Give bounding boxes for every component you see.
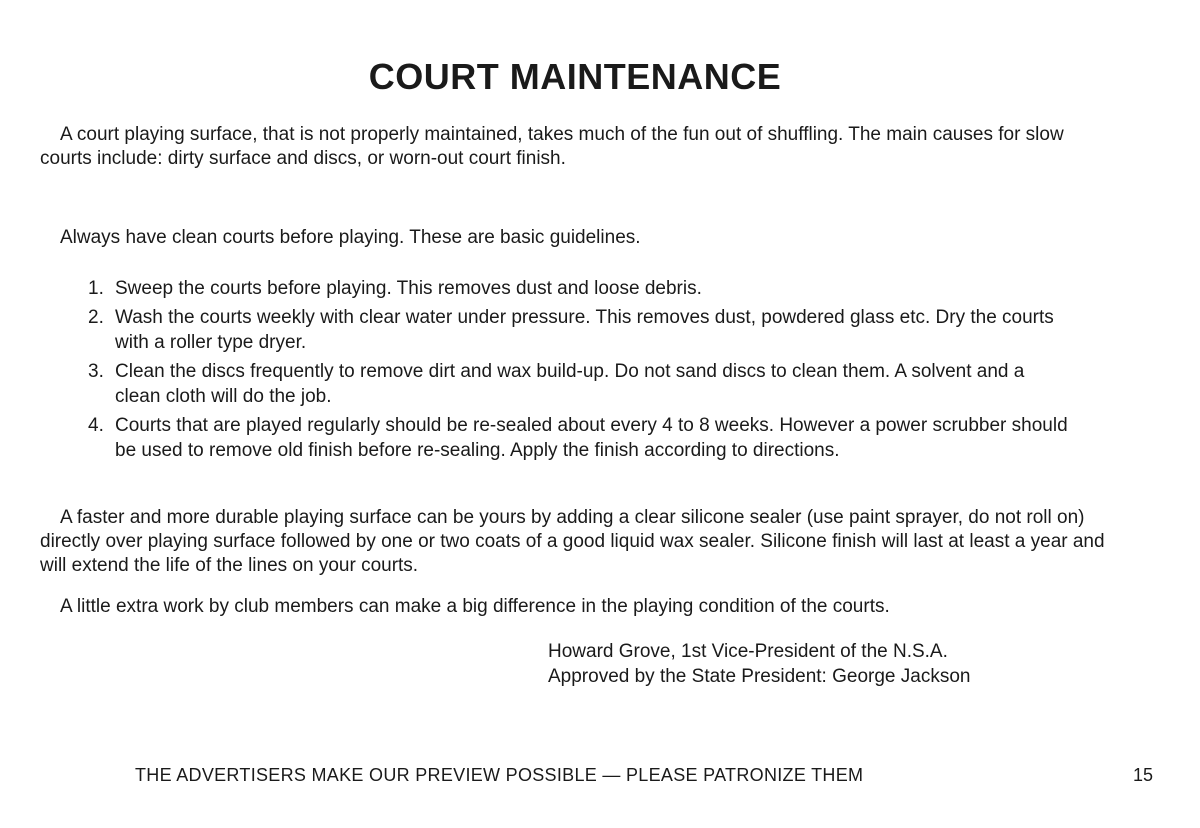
signature-block — [548, 639, 970, 689]
footer-notice: THE ADVERTISERS MAKE OUR PREVIEW POSSIBLE — PLEASE PATRONIZE THEM — [135, 765, 864, 785]
list-item-number: 2. — [88, 307, 104, 328]
list-item-text: Courts that are played regularly should be re-sealed about every 4 to 8 weeks. However a power scrubber should be used to remove old finish before re-sealing. Apply the finish according to directions. — [115, 415, 1068, 461]
intro-paragraph: A court playing surface, that is not properly maintained, takes much of the fun out of shuffling. The main causes for slow courts include: dirty surface and discs, or worn-out court finish. — [40, 124, 1064, 169]
guidelines-list — [88, 276, 1068, 467]
list-item — [88, 359, 1068, 409]
list-item-text: Sweep the courts before playing. This removes dust and loose debris. — [115, 278, 702, 299]
list-item-number: 1. — [88, 278, 104, 299]
page-title: COURT MAINTENANCE — [368, 56, 782, 97]
closing-paragraph: A little extra work by club members can make a big difference in the playing condition of the courts. — [60, 596, 890, 617]
list-item — [88, 305, 1068, 355]
list-item — [88, 413, 1068, 463]
signature-approval: Approved by the State President: George Jackson — [548, 666, 971, 687]
guidelines-lead: Always have clean courts before playing. These are basic guidelines. — [60, 227, 641, 248]
silicone-paragraph: A faster and more durable playing surface can be yours by adding a clear silicone sealer (use paint sprayer, do not roll on) directly over playing surface followed by one or two coats of a good liquid wax sealer. Silicone finish will last at least a year and will extend the life of the lines on your courts. — [40, 507, 1105, 576]
signature-author: Howard Grove, 1st Vice-President of the N.S.A. — [548, 641, 948, 662]
page-number: 15 — [1133, 765, 1154, 785]
list-item — [88, 276, 1068, 301]
list-item-number: 4. — [88, 415, 104, 436]
list-item-number: 3. — [88, 361, 104, 382]
list-item-text: Wash the courts weekly with clear water under pressure. This removes dust, powdered glass etc. Dry the courts with a roller type dryer. — [115, 307, 1054, 353]
list-item-text: Clean the discs frequently to remove dirt and wax build-up. Do not sand discs to clean them. A solvent and a clean cloth will do the job. — [115, 361, 1025, 407]
